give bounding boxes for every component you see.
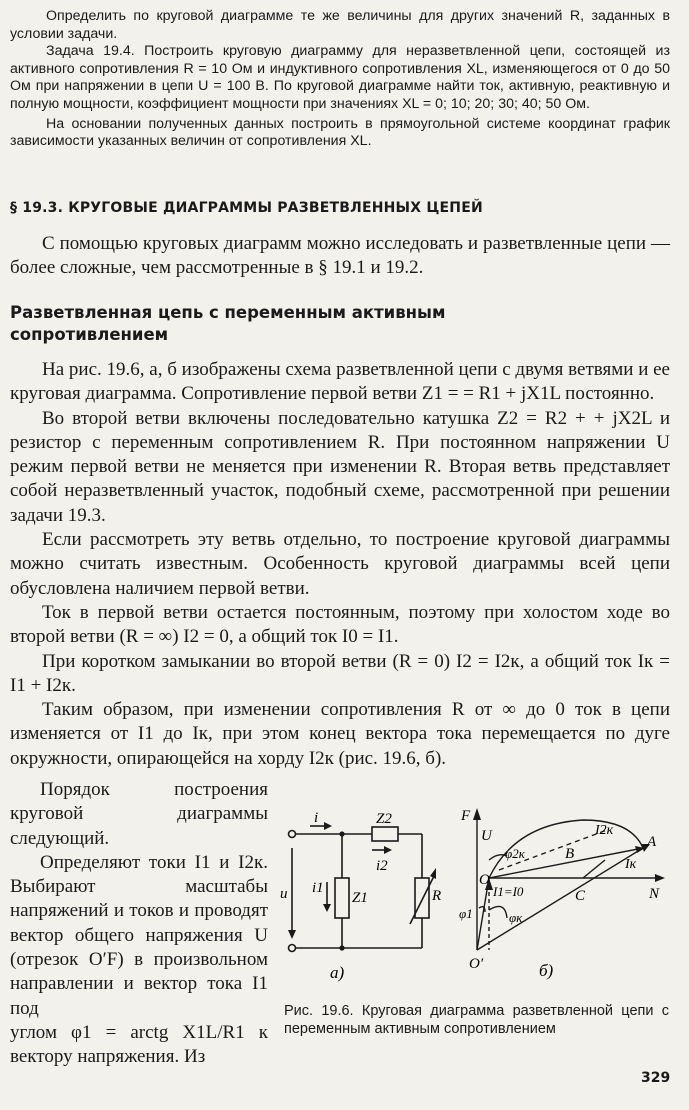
figure-label-a: а) (330, 963, 345, 982)
circuit-label-u: u (280, 886, 288, 902)
intro-paragraph-1: Определить по круговой диаграмме те же величины для других значений R, заданных в условии задачи. (10, 8, 670, 42)
diagram-label-B: B (565, 846, 575, 862)
circuit-label-z2: Z2 (376, 811, 392, 827)
diagram-label-N: N (649, 886, 660, 902)
section-intro (10, 232, 670, 281)
circuit-label-z1: Z1 (352, 890, 368, 906)
circuit-schematic (280, 812, 450, 982)
narrow-paragraph-1: Порядок построения круговой диаграммы следующий. (10, 779, 268, 849)
diagram-label-I2k: I2к (595, 823, 614, 838)
page-number: 329 (641, 1070, 671, 1086)
circuit-label-i2: i2 (376, 858, 388, 874)
diagram-label-C: C (575, 888, 586, 904)
diagram-label-phik: φк (509, 910, 523, 925)
diagram-label-O: O (479, 872, 490, 888)
circuit-label-i1: i1 (312, 880, 324, 896)
diagram-label-I1-I0: I1=I0 (493, 884, 524, 899)
figure-label-b: б) (539, 961, 554, 980)
intro-paragraph-3: На основании полученных данных построить в прямоугольной системе координат график зависимости указанных величин от сопротивления XL. (10, 115, 670, 150)
diagram-label-F: F (461, 808, 471, 824)
body-paragraph-6: Таким образом, при изменении сопротивления R от ∞ до 0 ток в цепи изменяется от I1 до Iк, при этом конец вектора тока перемещается по дуге окружности, опирающейся на хорду I2к (рис. 19.6, б). (10, 699, 670, 769)
circle-diagram (455, 800, 670, 990)
diagram-label-O-prime: O′ (469, 956, 484, 972)
diagram-label-U: U (481, 828, 492, 844)
diagram-label-phi2k: φ2к (505, 846, 525, 861)
body-text (10, 358, 670, 771)
narrow-paragraph-3: углом φ1 = arctg X1L/R1 к вектору напряжения. Из (10, 1021, 268, 1068)
narrow-paragraph-2: Определяют токи I1 и I2к. Выбирают масштабы напряжений и токов и проводят вектор общего напряжения U (отрезок O′F) в произвольном направлении и вектор тока I1 под (10, 851, 268, 1019)
diagram-label-Ik: Iк (625, 857, 637, 872)
body-paragraph-3: Если рассмотреть эту ветвь отдельно, то построение круговой диаграммы можно считать известным. Особенность круговой диаграммы всей цепи обусловлена наличием первой ветви. (10, 529, 670, 599)
section-intro-paragraph: С помощью круговых диаграмм можно исследовать и разветвленные цепи — более сложные, чем рассмотренные в § 19.1 и 19.2. (10, 233, 670, 279)
circuit-label-i: i (314, 810, 319, 826)
section-title: § 19.3. КРУГОВЫЕ ДИАГРАММЫ РАЗВЕТВЛЕННЫХ ЦЕПЕЙ (10, 200, 483, 216)
circuit-label-r: R (432, 888, 442, 904)
diagram-label-A: A (647, 834, 657, 850)
caption-text: Рис. 19.6. Круговая диаграмма разветвленной цепи с переменным активным сопротивлением (284, 1003, 669, 1037)
intro-block (10, 8, 670, 151)
subsection-title: Разветвленная цепь с переменным активным сопротивлением (10, 303, 446, 344)
diagram-label-phi1: φ1 (459, 906, 473, 921)
body-paragraph-1: На рис. 19.6, а, б изображены схема разветвленной цепи с двумя ветвями и ее круговая диаграмма. Сопротивление первой ветви Z1 = = R1 + jX1L постоянно. (10, 359, 670, 405)
construction-order-text (10, 778, 268, 1070)
body-paragraph-2: Во второй ветви включены последовательно катушка Z2 = R2 + + jX2L и резистор с переменным сопротивлением R. При постоянном напряжении U режим первой ветви не меняется при изменении R. Вторая ветвь представляет собой неразветвленный участок, подобный схеме, рассмотренной при решении задачи 19.3. (10, 407, 670, 526)
body-paragraph-4: Ток в первой ветви остается постоянным, поэтому при холостом ходе во второй ветви (R = ∞) I2 = 0, а общий ток I0 = I1. (10, 601, 670, 648)
body-paragraph-5: При коротком замыкании во второй ветви (R = 0) I2 = I2к, а общий ток Iк = I1 + I2к. (10, 650, 670, 696)
figure-caption (284, 1002, 669, 1038)
task-19-4-paragraph: Задача 19.4. Построить круговую диаграмму для неразветвленной цепи, состоящей из активного сопротивления R = 10 Ом и индуктивного сопротивления XL, изменяющегося от 0 до 50 Ом при напряжении в цепи U = 100 В. По круговой диаграмме найти ток, активную, реактивную и полную мощности, коэффициент мощности при значениях XL = 0; 10; 20; 30; 40; 50 Ом. (10, 43, 670, 112)
